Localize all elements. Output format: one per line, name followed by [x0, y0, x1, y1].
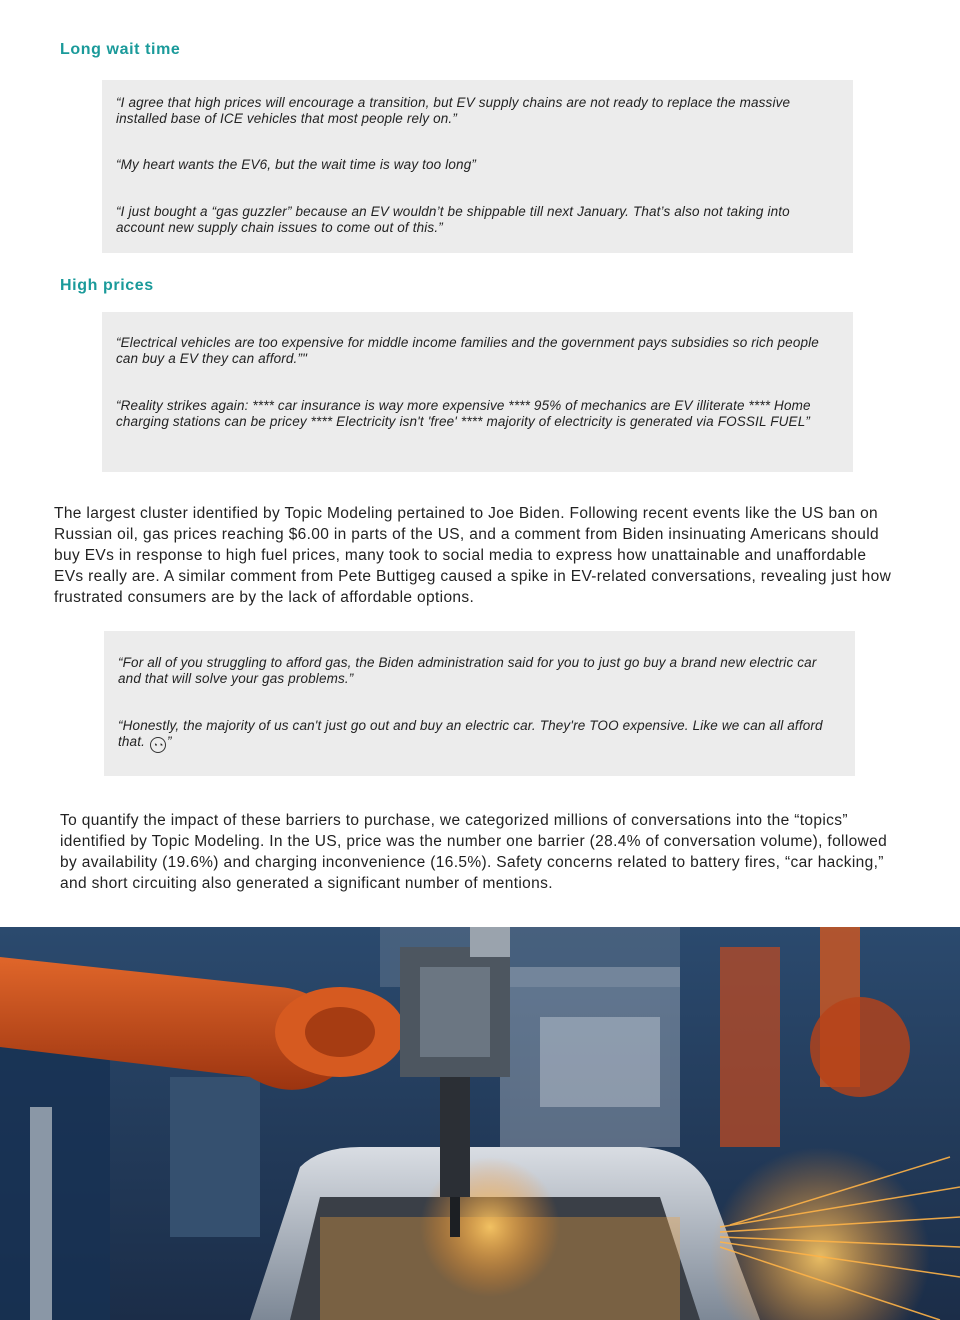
- quote-afford-gas: “For all of you struggling to afford gas, the Biden administration said for you to just go buy a brand new electric car and that will solve your gas problems.”: [118, 655, 817, 686]
- quote-close-mark: ”: [166, 734, 172, 749]
- quote-gas-guzzler: “I just bought a “gas guzzler” because an EV wouldn’t be shippable till next January. That’s also not taking into account new supply chain issues to come out of this.”: [116, 204, 790, 235]
- heading-long-wait-time: Long wait time: [60, 41, 181, 58]
- quote-box-high-prices: [102, 312, 853, 472]
- quote-reality-strikes: “Reality strikes again: **** car insurance is way more expensive **** 95% of mechanics are EV illiterate **** Home charging stations can be pricey **** Electricity isn't 'free' **** majority of electricity is generated via FOSSIL FUEL”: [116, 398, 811, 429]
- quote-box-biden: [104, 631, 855, 776]
- quote-box-wait-time: [102, 80, 853, 253]
- paragraph-biden-cluster: The largest cluster identified by Topic Modeling pertained to Joe Biden. Following recent events like the US ban on Russian oil, gas prices reaching $6.00 in parts of the US, and a comment from Biden insinuating Americans should buy EVs in response to high fuel prices, many took to social media to express how unattainable and unaffordable EVs really are. A similar comment from Pete Buttigeg caused a spike in EV-related conversations, revealing just how frustrated consumers are by the lack of affordable options.: [54, 505, 892, 606]
- heading-high-prices: High prices: [60, 277, 154, 294]
- quote-supply-chains: “I agree that high prices will encourage a transition, but EV supply chains are not ready to replace the massive installed base of ICE vehicles that most people rely on.”: [116, 95, 791, 126]
- factory-assembly-image: [0, 927, 960, 1320]
- quote-cant-buy-text: “Honestly, the majority of us can't just go out and buy an electric car. They're TOO expensive. Like we can all afford that.: [118, 718, 823, 749]
- paragraph-quantify-barriers: To quantify the impact of these barriers to purchase, we categorized millions of conversations into the “topics” identified by Topic Modeling. In the US, price was the number one barrier (28.4% of conversation volume), followed by availability (19.6%) and charging inconvenience (16.5%). Safety concerns related to battery fires, “car hacking,” and short circuiting also generated a significant number of mentions.: [60, 812, 888, 892]
- rolling-eyes-emoji-icon: ◔◔: [150, 737, 166, 753]
- quote-too-expensive: “Electrical vehicles are too expensive for middle income families and the government pays subsidies so rich people can buy a EV they can afford.”": [116, 335, 819, 366]
- quote-ev6-wait: “My heart wants the EV6, but the wait time is way too long”: [116, 157, 477, 172]
- factory-illustration: [0, 927, 960, 1320]
- quote-cant-buy: [118, 718, 837, 753]
